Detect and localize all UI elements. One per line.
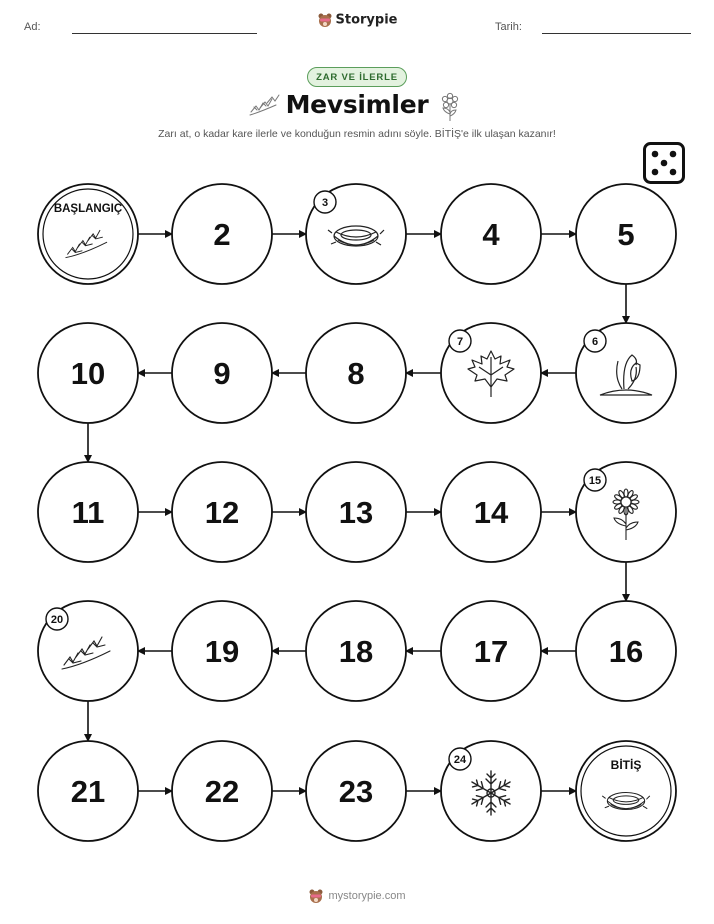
board-cell-4[interactable] xyxy=(441,184,541,284)
board-cell-21[interactable] xyxy=(38,741,138,841)
cell-number: 13 xyxy=(338,495,374,530)
name-label: Ad: xyxy=(24,21,41,33)
cell-circle xyxy=(576,741,676,841)
page-title: Mevsimler xyxy=(285,90,429,119)
cell-number: 17 xyxy=(473,634,509,669)
cell-number: 16 xyxy=(608,634,644,669)
board-cell-13[interactable] xyxy=(306,462,406,562)
board-cell-20[interactable] xyxy=(38,601,138,701)
board-cell-11[interactable] xyxy=(38,462,138,562)
cell-number: 4 xyxy=(482,217,500,252)
cell-number: 8 xyxy=(347,356,365,391)
brand-name: Storypie xyxy=(335,12,398,28)
board-cell-16[interactable] xyxy=(576,601,676,701)
cell-number: 2 xyxy=(213,217,231,252)
cell-number: 19 xyxy=(204,634,240,669)
board-cell-24[interactable] xyxy=(441,741,541,841)
board-cell-22[interactable] xyxy=(172,741,272,841)
cell-number: 22 xyxy=(204,774,240,809)
cell-number: 21 xyxy=(70,774,106,809)
board-cell-8[interactable] xyxy=(306,323,406,423)
board-cell-15[interactable] xyxy=(576,462,676,562)
instructions: Zarı at, o kadar kare ilerle ve konduğun resmin adını söyle. BİTİŞ'e ilk ulaşan kazanır! xyxy=(158,128,556,140)
footer-url[interactable]: mystorypie.com xyxy=(328,889,406,902)
finish-label: BİTİŞ xyxy=(610,758,642,772)
board-cell-10[interactable] xyxy=(38,323,138,423)
cell-number: 14 xyxy=(473,495,509,530)
cell-number-badge-label: 15 xyxy=(588,475,602,487)
board-cell-3[interactable] xyxy=(306,184,406,284)
cell-number: 11 xyxy=(71,495,105,530)
bear-logo-icon xyxy=(308,888,324,904)
cell-number: 10 xyxy=(70,356,106,391)
board-cell-7[interactable] xyxy=(441,323,541,423)
start-label: BAŞLANGIÇ xyxy=(53,203,123,215)
footer xyxy=(0,888,714,904)
cell-number: 18 xyxy=(338,634,374,669)
cell-number-badge-label: 6 xyxy=(591,336,599,348)
board-cell-25[interactable] xyxy=(576,741,676,841)
cell-number-badge-label: 7 xyxy=(456,336,464,348)
board-cell-5[interactable] xyxy=(576,184,676,284)
board-cell-14[interactable] xyxy=(441,462,541,562)
date-label: Tarih: xyxy=(495,21,522,33)
cell-number-badge-label: 24 xyxy=(453,754,467,766)
cell-number: 23 xyxy=(338,774,374,809)
board-cell-9[interactable] xyxy=(172,323,272,423)
board-cell-17[interactable] xyxy=(441,601,541,701)
board-cell-2[interactable] xyxy=(172,184,272,284)
board-cell-19[interactable] xyxy=(172,601,272,701)
cell-number: 5 xyxy=(617,217,635,252)
board-cells xyxy=(38,184,676,841)
cell-number: 9 xyxy=(213,356,231,391)
game-badge: ZAR VE İLERLE xyxy=(307,67,407,87)
board-cell-12[interactable] xyxy=(172,462,272,562)
cell-number-badge-label: 3 xyxy=(321,197,329,209)
cell-number-badge-label: 20 xyxy=(50,614,64,626)
board-cell-23[interactable] xyxy=(306,741,406,841)
cell-number: 12 xyxy=(204,495,240,530)
board-cell-1[interactable] xyxy=(38,184,138,284)
cell-circle xyxy=(38,184,138,284)
board-cell-18[interactable] xyxy=(306,601,406,701)
board-cell-6[interactable] xyxy=(576,323,676,423)
